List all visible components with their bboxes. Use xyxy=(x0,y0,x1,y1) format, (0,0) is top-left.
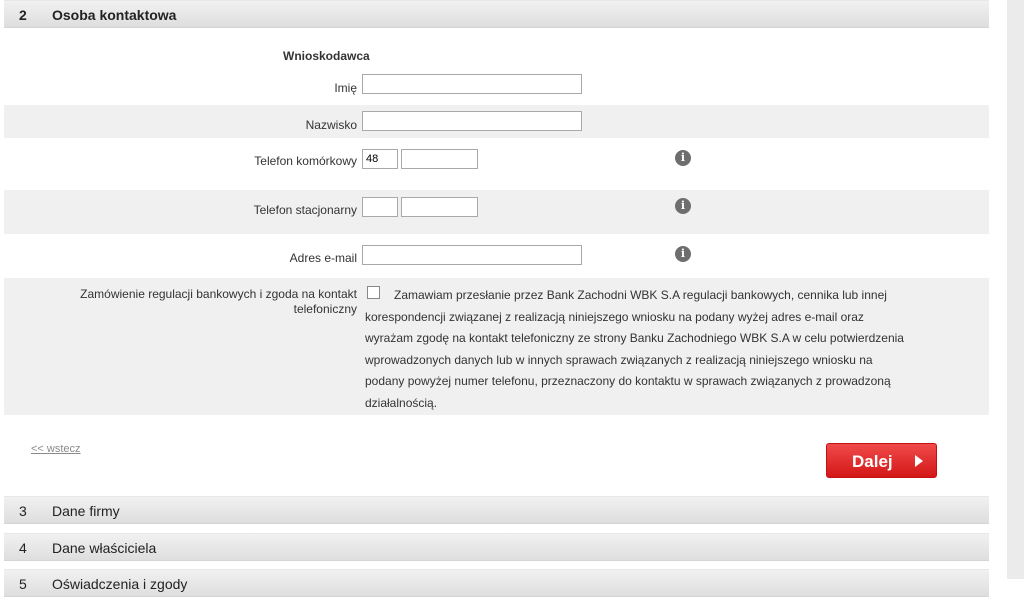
section-title: Oświadczenia i zgody xyxy=(52,576,188,592)
section-header-company-data[interactable] xyxy=(4,496,989,524)
email-label: Adres e-mail xyxy=(289,251,357,265)
first-name-label: Imię xyxy=(334,81,357,95)
consent-text-line: działalnością. xyxy=(365,395,438,410)
consent-text-line: wyrażam zgodę na kontakt telefoniczny ze strony Banku Zachodniego WBK S.A w celu potwierdzenia xyxy=(365,331,904,345)
info-icon[interactable]: i xyxy=(675,150,691,166)
last-name-label: Nazwisko xyxy=(305,118,357,132)
arrow-right-icon xyxy=(915,455,923,467)
mobile-phone-label: Telefon komórkowy xyxy=(254,154,357,168)
consent-text-line: korespondencji związanej z realizacją niniejszego wniosku na podany wyżej adres e-mail oraz xyxy=(365,309,864,324)
section-title: Osoba kontaktowa xyxy=(52,7,177,23)
section-title: Dane właściciela xyxy=(52,540,157,556)
last-name-input[interactable] xyxy=(362,111,582,131)
consent-row xyxy=(4,278,989,415)
consent-text-line: Zamawiam przesłanie przez Bank Zachodni WBK S.A regulacji bankowych, cennika lub innej xyxy=(394,288,887,302)
consent-label-line: Zamówienie regulacji bankowych i zgoda na kontakt xyxy=(80,287,357,301)
mobile-prefix-input[interactable] xyxy=(362,149,398,169)
section-number: 2 xyxy=(19,7,27,23)
info-icon[interactable]: i xyxy=(675,246,691,262)
landline-phone-row xyxy=(4,190,989,234)
consent-label-line: telefoniczny xyxy=(293,302,357,316)
section-number: 4 xyxy=(19,540,27,556)
mobile-phone-row xyxy=(4,140,989,188)
next-button-label: Dalej xyxy=(852,452,893,471)
consent-text xyxy=(365,285,945,414)
section-title: Dane firmy xyxy=(52,503,120,519)
back-link[interactable]: << wstecz xyxy=(31,443,81,455)
landline-number-input[interactable] xyxy=(401,197,478,217)
landline-phone-label: Telefon stacjonarny xyxy=(253,203,357,217)
first-name-input[interactable] xyxy=(362,74,582,94)
applicant-subheading: Wnioskodawca xyxy=(283,49,370,63)
mobile-number-input[interactable] xyxy=(401,149,478,169)
section-header-contact-person[interactable] xyxy=(4,0,989,28)
last-name-row xyxy=(4,105,989,138)
consent-text-line: podany powyżej numer telefonu, przeznaczony do kontaktu w sprawach związanych z prowadzoną xyxy=(365,374,891,388)
info-icon[interactable]: i xyxy=(675,198,691,214)
email-row xyxy=(4,236,989,276)
first-name-row xyxy=(4,71,989,103)
consent-label xyxy=(80,287,357,317)
section-number: 5 xyxy=(19,576,27,592)
vertical-scrollbar[interactable] xyxy=(1007,0,1024,579)
landline-prefix-input[interactable] xyxy=(362,197,398,217)
next-button[interactable] xyxy=(826,443,937,478)
section-header-owner-data[interactable] xyxy=(4,533,989,561)
consent-text-line: wprowadzonych danych lub w innych sprawach związanych z realizacją niniejszego wniosku na xyxy=(365,352,873,367)
section-number: 3 xyxy=(19,503,27,519)
email-input[interactable] xyxy=(362,245,582,265)
section-header-statements[interactable] xyxy=(4,569,989,597)
